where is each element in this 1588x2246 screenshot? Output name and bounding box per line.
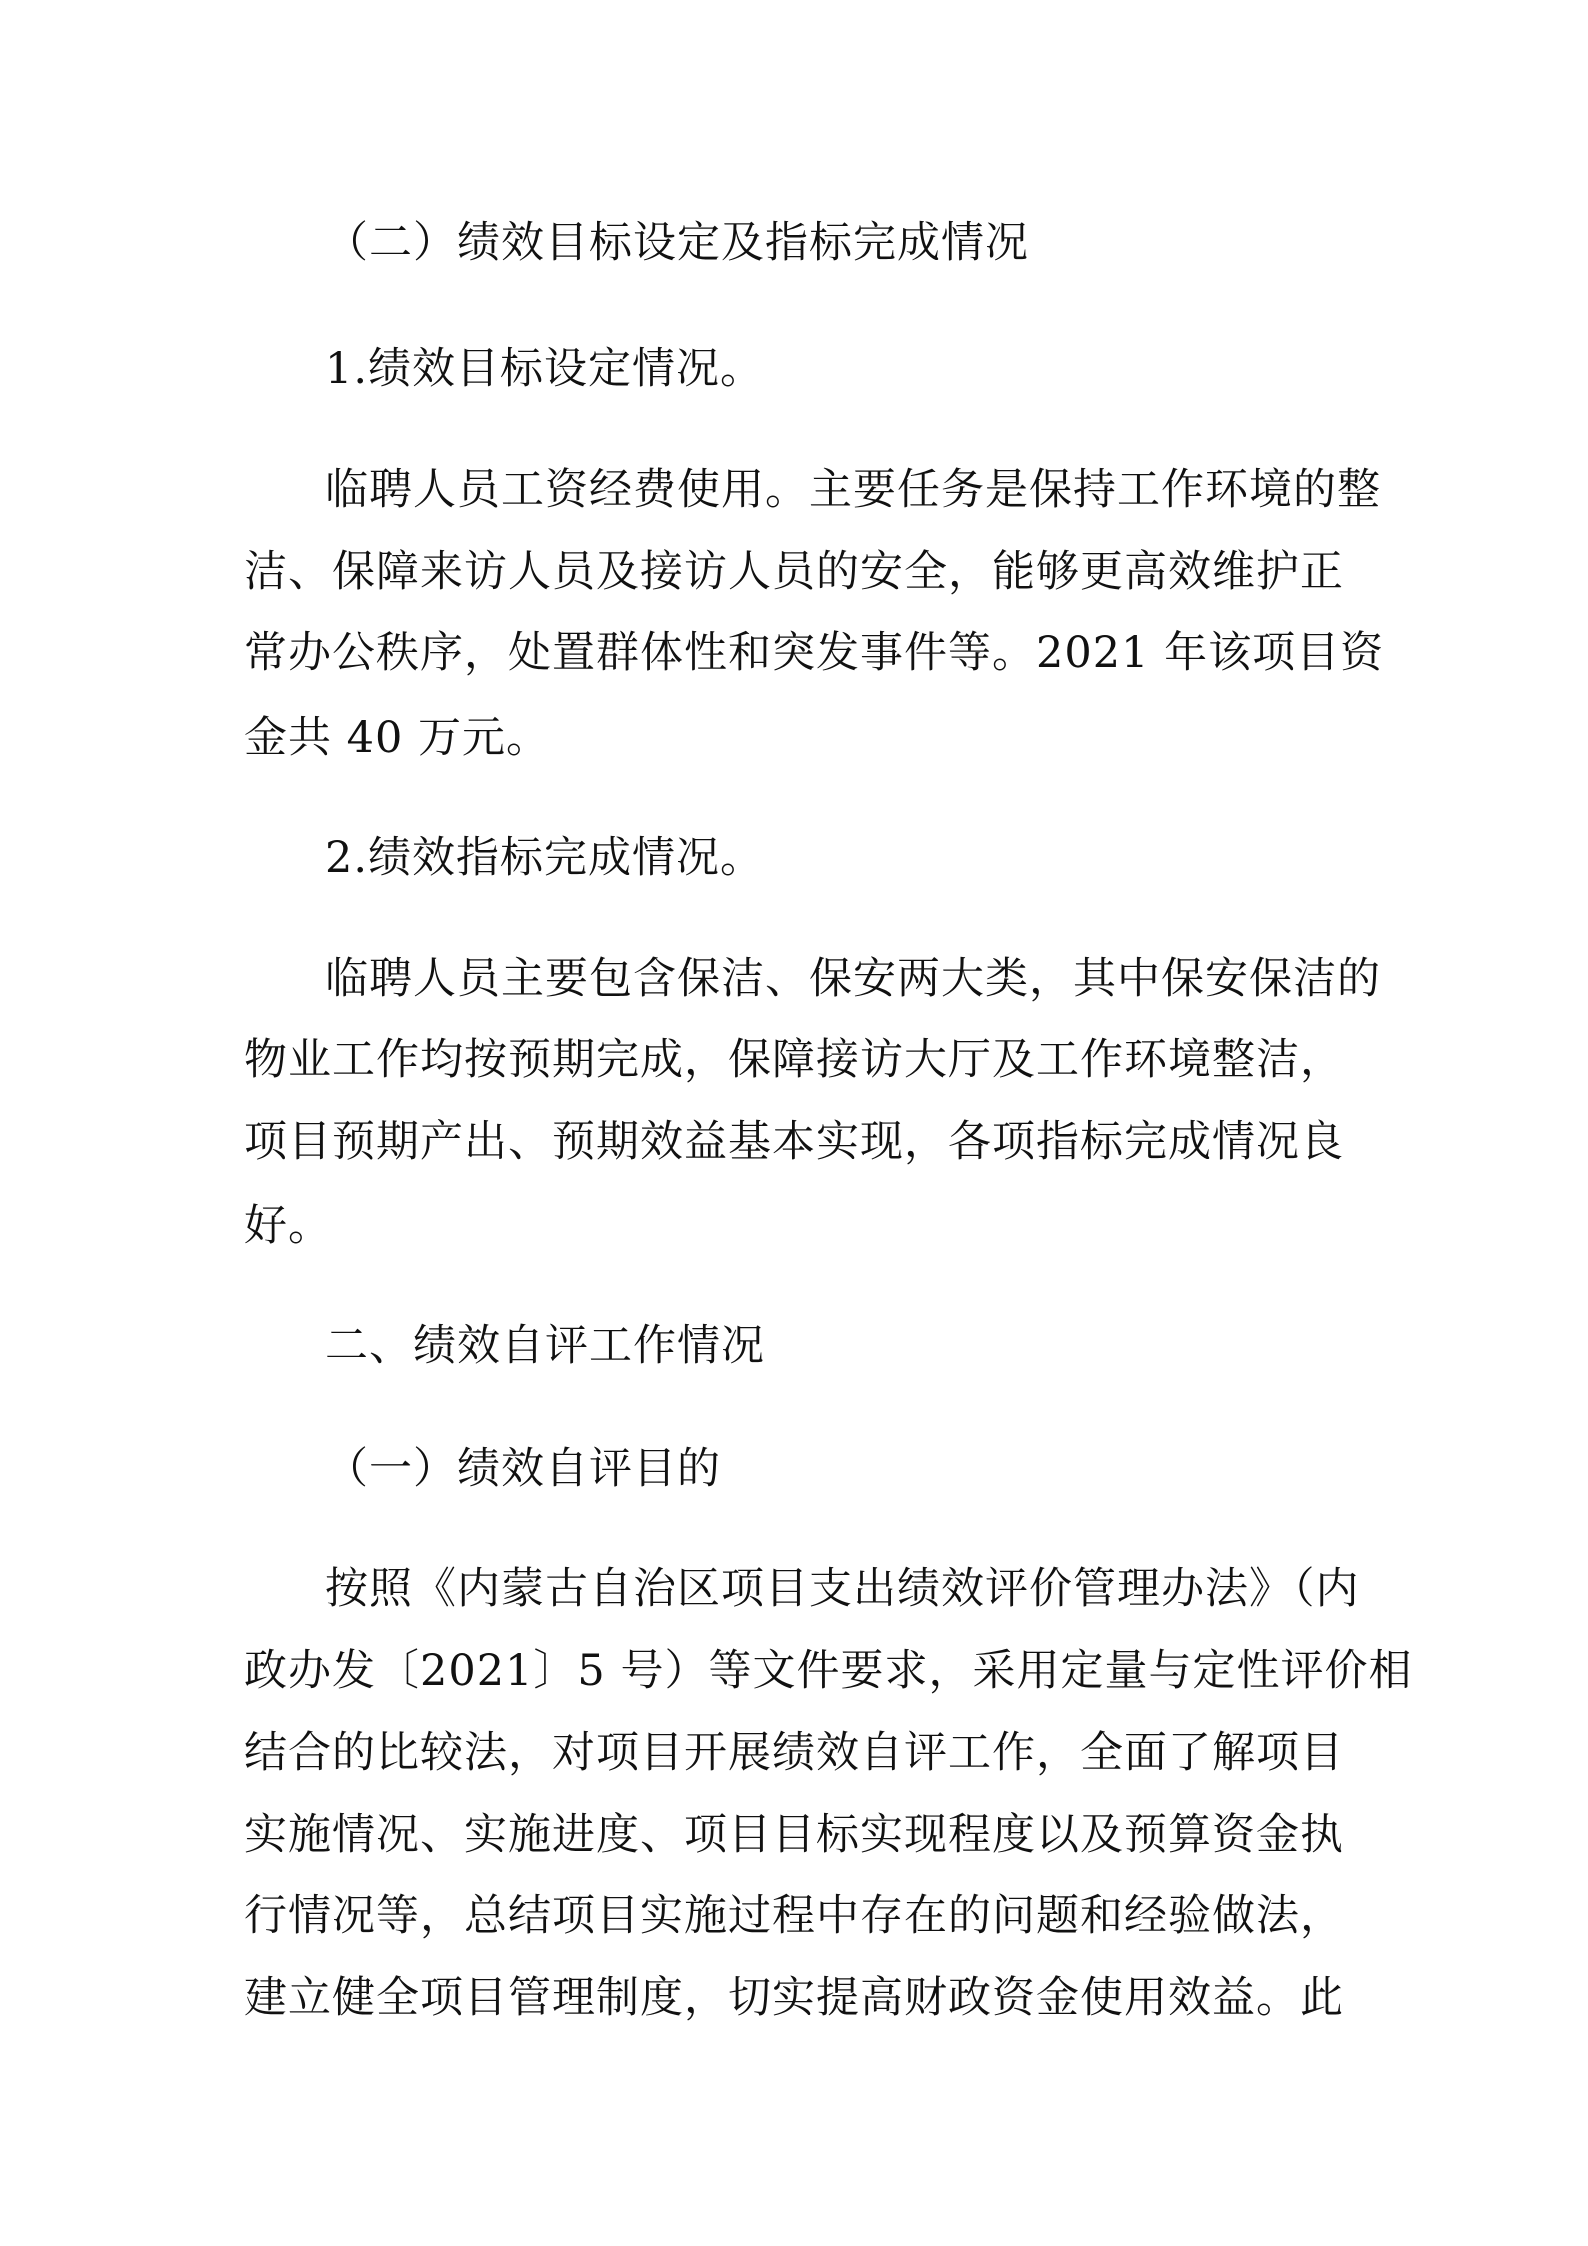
paragraph-line: 好。 (244, 1201, 332, 1251)
paragraph-line: 洁、保障来访人员及接访人员的安全，能够更高效维护正 (244, 547, 1344, 597)
paragraph-line: 物业工作均按预期完成，保障接访大厅及工作环境整洁， (244, 1035, 1344, 1085)
paragraph-line: 建立健全项目管理制度，切实提高财政资金使用效益。此 (244, 1973, 1344, 2023)
paragraph-line: 实施情况、实施进度、项目目标实现程度以及预算资金执 (244, 1810, 1344, 1860)
paragraph-line: 临聘人员工资经费使用。主要任务是保持工作环境的整 (325, 465, 1381, 515)
subheading-self-evaluation-purpose: （一）绩效自评目的 (325, 1444, 721, 1494)
subheading-target-setting: 1.绩效目标设定情况。 (325, 344, 765, 394)
paragraph-line: 临聘人员主要包含保洁、保安两大类，其中保安保洁的 (325, 954, 1381, 1004)
paragraph-line: 行情况等，总结项目实施过程中存在的问题和经验做法， (244, 1891, 1344, 1941)
section-heading-performance-targets: （二）绩效目标设定及指标完成情况 (325, 218, 1029, 268)
paragraph-line: 金共 40 万元。 (244, 713, 551, 763)
paragraph-line: 按照《内蒙古自治区项目支出绩效评价管理办法》（内 (325, 1564, 1360, 1614)
paragraph-line: 常办公秩序，处置群体性和突发事件等。2021 年该项目资 (244, 628, 1385, 678)
section-heading-self-evaluation: 二、绩效自评工作情况 (325, 1321, 765, 1371)
paragraph-line: 结合的比较法，对项目开展绩效自评工作，全面了解项目 (244, 1728, 1344, 1778)
subheading-indicator-completion: 2.绩效指标完成情况。 (325, 833, 765, 883)
paragraph-line: 政办发〔2021〕5 号）等文件要求，采用定量与定性评价相 (244, 1646, 1413, 1696)
paragraph-line: 项目预期产出、预期效益基本实现，各项指标完成情况良 (244, 1117, 1344, 1167)
